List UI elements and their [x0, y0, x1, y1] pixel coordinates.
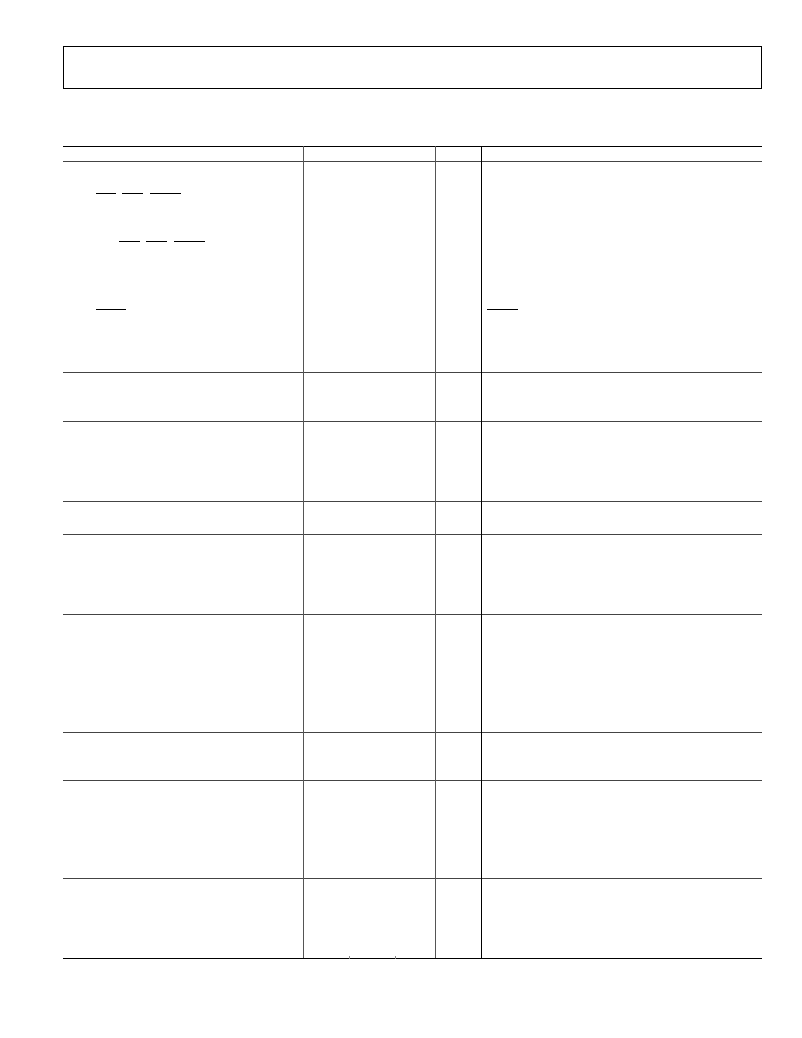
row-divider [63, 780, 762, 781]
overbar-mark [122, 193, 143, 194]
tick-mark [349, 956, 350, 959]
table-top-rule [63, 146, 762, 147]
row-divider [63, 732, 762, 733]
table-header-rule [63, 161, 762, 162]
row-divider [63, 878, 762, 879]
column-divider [481, 146, 482, 958]
row-divider [63, 501, 762, 502]
overbar-mark [96, 193, 116, 194]
row-divider [63, 372, 762, 373]
row-divider [63, 421, 762, 422]
overbar-mark [150, 193, 181, 194]
column-divider [435, 146, 436, 958]
overbar-mark [174, 241, 205, 242]
column-divider [303, 146, 304, 958]
row-divider [63, 614, 762, 615]
tick-mark [395, 956, 396, 959]
overbar-mark [146, 241, 167, 242]
overbar-mark [487, 309, 518, 310]
header-box [63, 46, 762, 89]
table-bottom-rule [63, 958, 762, 959]
overbar-mark [119, 241, 140, 242]
row-divider [63, 534, 762, 535]
overbar-mark [96, 309, 126, 310]
